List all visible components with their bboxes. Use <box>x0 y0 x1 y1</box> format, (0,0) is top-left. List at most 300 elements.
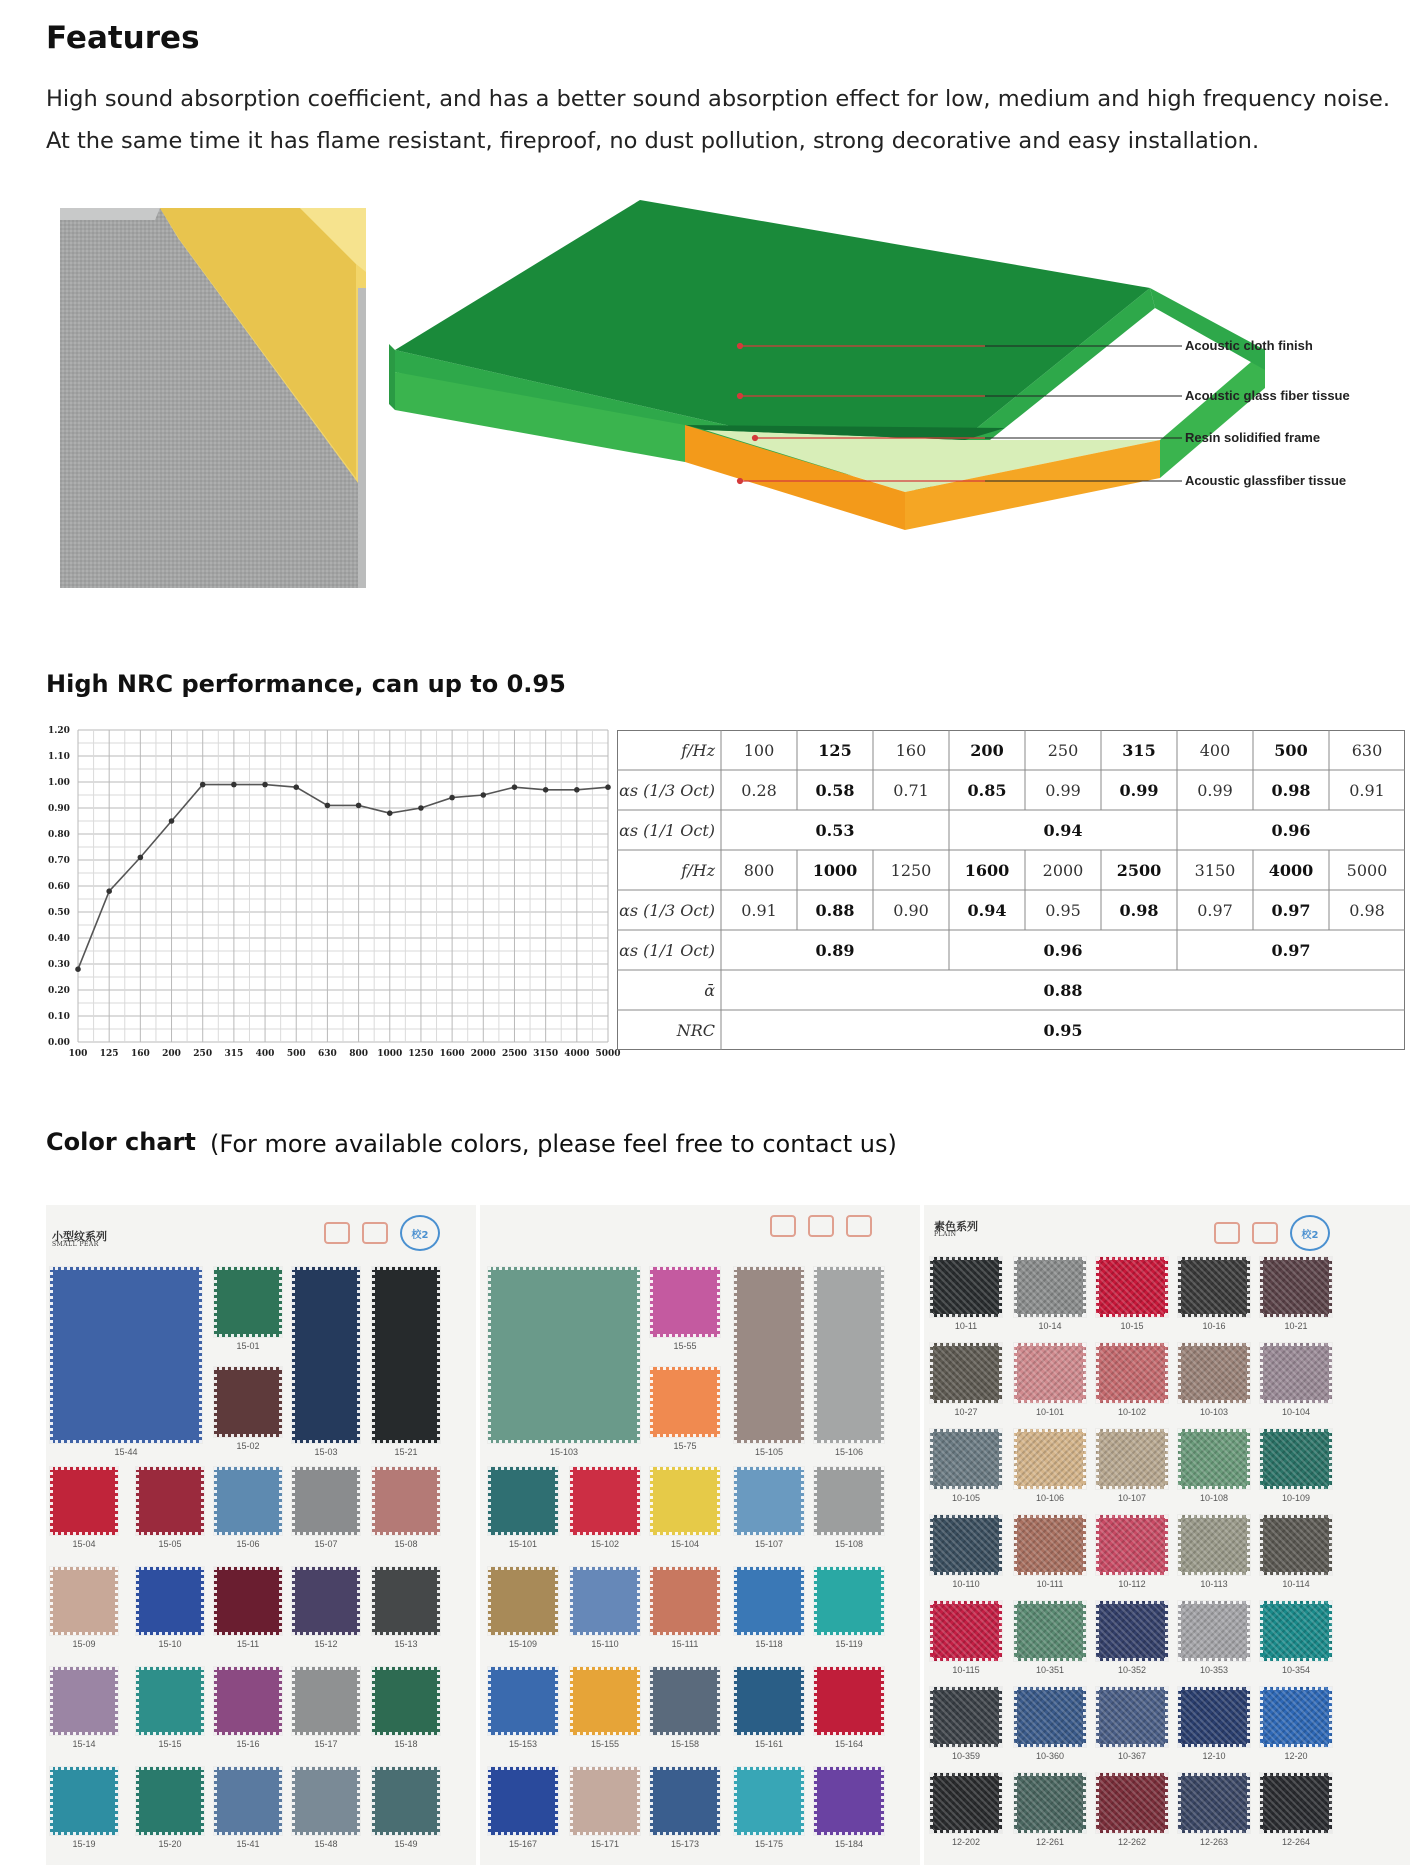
swatch-chip <box>650 1367 720 1437</box>
color-swatch <box>650 1467 720 1549</box>
swatch-chip <box>734 1267 804 1443</box>
table-cell: 315 <box>1122 741 1156 760</box>
swatch-chip <box>930 1429 1002 1489</box>
swatch-chip <box>1096 1515 1168 1575</box>
swatch-chip <box>1014 1257 1086 1317</box>
swatch-code: 10-112 <box>1118 1579 1146 1589</box>
swatch-chip <box>372 1767 440 1835</box>
table-cell: 0.89 <box>815 941 855 960</box>
swatch-chip <box>292 1567 360 1635</box>
swatch-chip <box>1178 1429 1250 1489</box>
swatch-code: 15-119 <box>835 1639 863 1649</box>
swatch-chip <box>214 1467 282 1535</box>
x-tick-label: 200 <box>162 1049 181 1059</box>
color-swatch <box>214 1567 282 1649</box>
swatch-chip <box>50 1467 118 1535</box>
data-point <box>325 803 331 809</box>
y-tick-label: 0.10 <box>48 1012 70 1022</box>
swatch-chip <box>136 1767 204 1835</box>
table-row-label: αs (1/3 Oct) <box>619 781 715 800</box>
swatch-chip <box>292 1667 360 1735</box>
y-tick-label: 0.60 <box>48 882 70 892</box>
color-swatch <box>292 1467 360 1549</box>
table-cell: 0.97 <box>1271 901 1311 920</box>
swatch-code: 15-03 <box>314 1447 338 1457</box>
swatch-code: 10-111 <box>1036 1579 1064 1589</box>
swatch-code: 15-118 <box>755 1639 783 1649</box>
swatch-code: 15-02 <box>236 1441 260 1451</box>
swatch-chip <box>930 1515 1002 1575</box>
y-tick-label: 1.10 <box>48 752 70 762</box>
swatch-code: 15-106 <box>834 1447 864 1457</box>
swatch-chip <box>1178 1687 1250 1747</box>
swatch-chip <box>50 1767 118 1835</box>
swatch-chip <box>214 1567 282 1635</box>
table-cell: 800 <box>743 861 775 880</box>
swatch-code: 15-158 <box>670 1739 700 1749</box>
swatch-chip <box>372 1567 440 1635</box>
y-tick-label: 0.30 <box>48 960 70 970</box>
swatch-code: 15-21 <box>394 1447 418 1457</box>
swatch-chip <box>650 1767 720 1835</box>
swatch-code: 15-20 <box>158 1839 182 1849</box>
swatch-code: 15-11 <box>236 1639 260 1649</box>
table-cell: 0.98 <box>1271 781 1311 800</box>
x-tick-label: 400 <box>255 1049 275 1059</box>
sofa-icon <box>808 1215 834 1237</box>
swatch-chip <box>650 1267 720 1337</box>
swatch-chip <box>136 1467 204 1535</box>
swatch-chip <box>214 1667 282 1735</box>
color-swatch <box>650 1367 720 1451</box>
color-swatch <box>136 1467 204 1549</box>
swatch-code: 15-101 <box>508 1539 538 1549</box>
color-swatch <box>488 1467 558 1549</box>
color-swatch <box>1014 1687 1086 1761</box>
color-swatch <box>488 1667 558 1749</box>
absorption-table <box>617 730 1405 1054</box>
swatch-code: 15-08 <box>394 1539 418 1549</box>
swatch-chip <box>814 1667 884 1735</box>
swatch-catalog-small-pear-1 <box>46 1205 476 1865</box>
table-row-label: f/Hz <box>681 741 715 760</box>
swatch-chip <box>1014 1601 1086 1661</box>
swatch-chip <box>214 1367 282 1437</box>
swatch-chip <box>1096 1773 1168 1833</box>
swatch-code: 15-108 <box>834 1539 864 1549</box>
swatch-chip <box>136 1667 204 1735</box>
swatch-code: 10-27 <box>954 1407 978 1417</box>
chair-icon <box>324 1222 350 1244</box>
swatch-chip <box>1260 1429 1332 1489</box>
table-cell: 4000 <box>1268 861 1314 880</box>
x-tick-label: 2000 <box>470 1049 496 1059</box>
swatch-catalog-small-pear-2 <box>480 1205 920 1865</box>
swatch-code: 15-173 <box>670 1839 700 1849</box>
swatch-chip <box>1260 1601 1332 1661</box>
color-swatch <box>50 1567 118 1649</box>
swatch-chip <box>50 1567 118 1635</box>
color-swatch <box>570 1567 640 1649</box>
sofa-icon <box>362 1222 388 1244</box>
table-cell: 0.91 <box>1349 781 1385 800</box>
swatch-chip <box>1178 1601 1250 1661</box>
swatch-code: 15-16 <box>236 1739 260 1749</box>
swatch-chip <box>488 1467 558 1535</box>
swatch-code: 10-114 <box>1282 1579 1310 1589</box>
color-swatch <box>734 1567 804 1649</box>
table-cell: 200 <box>970 741 1004 760</box>
swatch-chip <box>1014 1515 1086 1575</box>
series-name: 素色系列 <box>934 1220 978 1233</box>
absorption-chart <box>46 722 621 1062</box>
y-tick-label: 1.20 <box>48 726 70 736</box>
swatch-code: 15-18 <box>394 1739 418 1749</box>
swatch-code: 15-175 <box>754 1839 784 1849</box>
layer-label-glassfiber: Acoustic glassfiber tissue <box>1185 473 1347 488</box>
swatch-code: 15-44 <box>114 1447 138 1457</box>
table-cell: 0.88 <box>1043 981 1083 1000</box>
color-swatch <box>214 1667 282 1749</box>
swatch-code: 12-20 <box>1284 1751 1308 1761</box>
usage-icons <box>324 1215 440 1251</box>
swatch-code: 12-264 <box>1281 1837 1311 1847</box>
table-cell: 0.98 <box>1349 901 1385 920</box>
swatch-chip <box>814 1567 884 1635</box>
swatch-code: 15-102 <box>590 1539 620 1549</box>
swatch-code: 15-48 <box>314 1839 338 1849</box>
data-point <box>574 787 580 793</box>
table-cell: 0.96 <box>1043 941 1083 960</box>
swatch-code: 15-17 <box>314 1739 338 1749</box>
swatch-chip <box>292 1467 360 1535</box>
color-swatch <box>488 1267 640 1457</box>
color-swatch <box>1096 1601 1168 1675</box>
color-swatch <box>1096 1257 1168 1331</box>
chair-icon <box>770 1215 796 1237</box>
data-point <box>169 818 175 824</box>
swatch-code: 12-202 <box>951 1837 981 1847</box>
color-swatch <box>650 1267 720 1351</box>
color-swatch <box>214 1267 282 1351</box>
swatch-chip <box>1260 1257 1332 1317</box>
chair-icon <box>1214 1222 1240 1244</box>
swatch-chip <box>650 1467 720 1535</box>
swatch-chip <box>650 1567 720 1635</box>
swatch-chip <box>488 1667 558 1735</box>
swatch-code: 15-171 <box>590 1839 620 1849</box>
table-cell: 0.98 <box>1119 901 1159 920</box>
swatch-chip <box>814 1467 884 1535</box>
swatch-code: 10-104 <box>1281 1407 1311 1417</box>
table-cell: 0.90 <box>893 901 929 920</box>
table-cell: 0.96 <box>1271 821 1311 840</box>
table-cell: 0.94 <box>967 901 1007 920</box>
approval-stamp: 校2 <box>1290 1215 1330 1251</box>
color-chart-title: Color chart <box>46 1128 196 1156</box>
table-row-label: αs (1/1 Oct) <box>619 941 715 960</box>
sofa-icon <box>1252 1222 1278 1244</box>
swatch-code: 15-41 <box>236 1839 260 1849</box>
color-swatch <box>650 1767 720 1849</box>
swatch-chip <box>570 1767 640 1835</box>
color-swatch <box>570 1667 640 1749</box>
usage-icons <box>1214 1215 1330 1251</box>
color-swatch <box>814 1267 884 1457</box>
x-tick-label: 3150 <box>533 1049 559 1059</box>
swatch-code: 15-05 <box>158 1539 182 1549</box>
swatch-chip <box>372 1667 440 1735</box>
series-label-plain <box>934 1221 978 1238</box>
swatch-chip <box>1178 1515 1250 1575</box>
color-swatch <box>1096 1687 1168 1761</box>
swatch-code: 12-10 <box>1202 1751 1226 1761</box>
x-tick-label: 2500 <box>501 1049 528 1059</box>
swatch-chip <box>734 1767 804 1835</box>
swatch-chip <box>1260 1515 1332 1575</box>
swatch-code: 15-164 <box>834 1739 864 1749</box>
swatch-chip <box>1096 1429 1168 1489</box>
swatch-chip <box>1178 1343 1250 1403</box>
x-tick-label: 1600 <box>439 1049 465 1059</box>
color-swatch <box>292 1567 360 1649</box>
color-swatch <box>372 1467 440 1549</box>
table-cell: 0.85 <box>967 781 1007 800</box>
swatch-chip <box>930 1773 1002 1833</box>
color-swatch <box>1260 1773 1332 1847</box>
color-swatch <box>734 1667 804 1749</box>
data-point <box>106 888 112 894</box>
swatch-code: 10-113 <box>1200 1579 1228 1589</box>
x-tick-label: 4000 <box>564 1049 590 1059</box>
data-point <box>480 792 486 798</box>
swatch-chip <box>292 1267 360 1443</box>
swatch-code: 10-103 <box>1199 1407 1229 1417</box>
swatch-chip <box>930 1343 1002 1403</box>
table-cell: 2500 <box>1116 861 1162 880</box>
table-cell: 0.28 <box>741 781 777 800</box>
color-swatch <box>930 1601 1002 1675</box>
table-cell: 0.71 <box>893 781 929 800</box>
swatch-code: 15-155 <box>590 1739 620 1749</box>
swatch-code: 15-01 <box>236 1341 260 1351</box>
swatch-code: 12-263 <box>1199 1837 1229 1847</box>
swatch-code: 15-184 <box>834 1839 864 1849</box>
color-swatch <box>372 1567 440 1649</box>
data-point <box>262 782 268 788</box>
panel-photo <box>60 208 366 588</box>
approval-stamp: 校2 <box>400 1215 440 1251</box>
series-label-small-pear <box>52 1231 107 1248</box>
data-point <box>512 784 518 790</box>
color-swatch <box>570 1767 640 1849</box>
swatch-code: 15-19 <box>72 1839 96 1849</box>
swatch-code: 10-351 <box>1035 1665 1065 1675</box>
swatch-code: 10-14 <box>1038 1321 1062 1331</box>
color-swatch <box>1096 1429 1168 1503</box>
color-swatch <box>136 1567 204 1649</box>
swatch-chip <box>734 1467 804 1535</box>
y-tick-label: 0.70 <box>48 856 70 866</box>
swatch-code: 15-06 <box>236 1539 260 1549</box>
color-swatch <box>1178 1773 1250 1847</box>
swatch-chip <box>814 1767 884 1835</box>
color-swatch <box>930 1257 1002 1331</box>
color-swatch <box>372 1667 440 1749</box>
data-point <box>418 805 424 811</box>
swatch-code: 15-109 <box>508 1639 538 1649</box>
series-name-en: PLAIN <box>934 1231 957 1238</box>
color-swatch <box>136 1667 204 1749</box>
color-swatch <box>1178 1429 1250 1503</box>
table-cell: 0.88 <box>815 901 855 920</box>
swatch-code: 15-110 <box>591 1639 619 1649</box>
color-swatch <box>214 1367 282 1451</box>
swatch-chip <box>1014 1343 1086 1403</box>
color-swatch <box>1014 1343 1086 1417</box>
data-point <box>356 803 362 809</box>
swatch-chip <box>1096 1257 1168 1317</box>
swatch-code: 15-161 <box>754 1739 784 1749</box>
swatch-chip <box>1096 1687 1168 1747</box>
series-name-en: SMALL PEAR <box>52 1241 99 1248</box>
color-swatch <box>1178 1257 1250 1331</box>
table-cell: 630 <box>1351 741 1383 760</box>
swatch-code: 15-13 <box>394 1639 418 1649</box>
data-point <box>543 787 549 793</box>
swatch-code: 10-107 <box>1117 1493 1147 1503</box>
color-swatch <box>1178 1515 1250 1589</box>
swatch-chip <box>930 1687 1002 1747</box>
color-swatch <box>50 1267 202 1457</box>
swatch-chip <box>650 1667 720 1735</box>
color-swatch <box>372 1267 440 1457</box>
swatch-chip <box>570 1467 640 1535</box>
color-swatch <box>650 1567 720 1649</box>
table-cell: 0.95 <box>1045 901 1081 920</box>
couch-icon <box>846 1215 872 1237</box>
x-tick-label: 160 <box>130 1049 150 1059</box>
table-cell: 0.99 <box>1045 781 1081 800</box>
y-tick-label: 0.20 <box>48 986 70 996</box>
color-swatch <box>930 1687 1002 1761</box>
swatch-code: 10-11 <box>954 1321 978 1331</box>
y-tick-label: 1.00 <box>48 778 70 788</box>
color-swatch <box>1260 1515 1332 1589</box>
color-swatch <box>292 1767 360 1849</box>
swatch-chip <box>1178 1257 1250 1317</box>
swatch-chip <box>930 1257 1002 1317</box>
swatch-chip <box>814 1267 884 1443</box>
swatch-code: 15-107 <box>754 1539 784 1549</box>
swatch-chip <box>214 1767 282 1835</box>
color-swatch <box>930 1429 1002 1503</box>
table-cell: 500 <box>1274 741 1308 760</box>
swatch-code: 15-111 <box>671 1639 699 1649</box>
color-swatch <box>1260 1687 1332 1761</box>
color-swatch <box>1260 1343 1332 1417</box>
swatch-chip <box>292 1767 360 1835</box>
x-tick-label: 1000 <box>377 1049 403 1059</box>
table-row-label: NRC <box>676 1021 715 1040</box>
swatch-chip <box>1096 1601 1168 1661</box>
swatch-chip <box>1178 1773 1250 1833</box>
color-swatch <box>814 1567 884 1649</box>
color-swatch <box>930 1343 1002 1417</box>
swatch-code: 12-261 <box>1035 1837 1065 1847</box>
swatch-code: 10-360 <box>1035 1751 1065 1761</box>
swatch-chip <box>734 1667 804 1735</box>
color-swatch <box>1096 1773 1168 1847</box>
table-cell: 1600 <box>964 861 1010 880</box>
swatch-chip <box>50 1267 202 1443</box>
table-cell: 2000 <box>1042 861 1084 880</box>
x-tick-label: 125 <box>99 1049 119 1059</box>
color-swatch <box>50 1767 118 1849</box>
swatch-chip <box>488 1567 558 1635</box>
swatch-code: 15-04 <box>72 1539 96 1549</box>
color-swatch <box>734 1467 804 1549</box>
table-row-label: αs (1/1 Oct) <box>619 821 715 840</box>
y-tick-label: 0.40 <box>48 934 70 944</box>
color-swatch <box>814 1767 884 1849</box>
y-tick-label: 0.50 <box>48 908 70 918</box>
color-swatch <box>1014 1257 1086 1331</box>
data-point <box>387 810 393 816</box>
table-cell: 0.99 <box>1119 781 1159 800</box>
swatch-chip <box>372 1267 440 1443</box>
x-tick-label: 315 <box>224 1049 244 1059</box>
data-point <box>293 784 299 790</box>
table-cell: 0.94 <box>1043 821 1083 840</box>
swatch-code: 15-10 <box>158 1639 182 1649</box>
swatch-code: 10-354 <box>1281 1665 1311 1675</box>
color-swatch <box>50 1667 118 1749</box>
swatch-chip <box>214 1267 282 1337</box>
swatch-chip <box>1096 1343 1168 1403</box>
color-chart-subtitle: (For more available colors, please feel free to contact us) <box>210 1130 897 1158</box>
table-cell: 0.58 <box>815 781 855 800</box>
swatch-chip <box>930 1601 1002 1661</box>
layer-label-resin-frame: Resin solidified frame <box>1185 430 1321 445</box>
table-cell: 0.53 <box>815 821 855 840</box>
color-swatch <box>930 1773 1002 1847</box>
swatch-code: 10-115 <box>952 1665 980 1675</box>
x-tick-label: 500 <box>286 1049 306 1059</box>
color-swatch <box>650 1667 720 1749</box>
swatch-code: 15-09 <box>72 1639 96 1649</box>
color-swatch <box>50 1467 118 1549</box>
swatch-code: 10-108 <box>1199 1493 1229 1503</box>
swatch-chip <box>136 1567 204 1635</box>
table-cell: 0.99 <box>1197 781 1233 800</box>
swatch-chip <box>1260 1343 1332 1403</box>
color-swatch <box>292 1667 360 1749</box>
table-row-label: ᾱ <box>704 981 715 1000</box>
swatch-code: 12-262 <box>1117 1837 1147 1847</box>
table-cell: 5000 <box>1346 861 1388 880</box>
y-tick-label: 0.90 <box>48 804 70 814</box>
swatch-catalog-plain <box>924 1205 1410 1865</box>
swatch-chip <box>372 1467 440 1535</box>
swatch-code: 15-105 <box>754 1447 784 1457</box>
y-tick-label: 0.00 <box>48 1038 70 1048</box>
table-cell: 1250 <box>890 861 932 880</box>
data-point <box>138 855 144 861</box>
layer-label-cloth: Acoustic cloth finish <box>1185 338 1313 353</box>
swatch-code: 15-12 <box>314 1639 338 1649</box>
color-swatch <box>136 1767 204 1849</box>
